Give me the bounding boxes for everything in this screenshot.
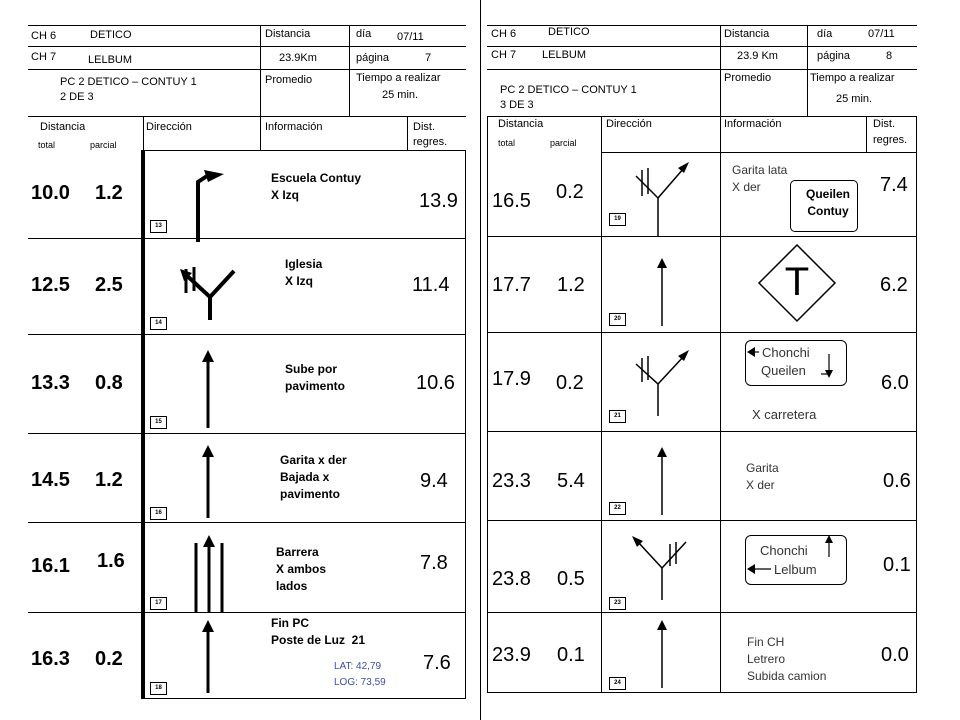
total-distance: 16.5 — [492, 190, 531, 212]
partial-distance: 0.8 — [95, 372, 123, 394]
col-dist-regres-2: regres. — [413, 136, 448, 148]
divider — [28, 334, 466, 335]
ch-a-value: DETICO — [90, 29, 132, 41]
step-number: 19 — [609, 213, 626, 226]
step-number: 16 — [150, 507, 167, 520]
distance-remaining: 6.0 — [881, 372, 909, 394]
divider — [720, 116, 721, 693]
step-number: 18 — [150, 682, 167, 695]
pc-line-1: PC 2 DETICO – CONTUY 1 — [500, 84, 637, 96]
ch-b-label: CH 7 — [491, 49, 517, 61]
pc-line-2: 2 DE 3 — [60, 91, 94, 103]
distance-remaining: 10.6 — [416, 372, 455, 394]
distance-remaining: 0.0 — [881, 644, 909, 666]
step-number: 15 — [150, 416, 167, 429]
divider — [720, 25, 721, 117]
partial-distance: 0.1 — [557, 644, 585, 666]
total-distance: 16.1 — [31, 555, 70, 577]
divider — [487, 520, 917, 521]
divider — [866, 116, 867, 153]
direction-column-border — [141, 150, 145, 699]
day-label: día — [817, 28, 833, 40]
info-text: Barrera X ambos lados — [276, 545, 327, 593]
divider — [28, 522, 466, 523]
step-number: 20 — [609, 313, 626, 326]
col-dist-regres-1: Dist. — [873, 118, 895, 130]
distance-remaining: 11.4 — [412, 274, 450, 296]
col-informacion: Información — [265, 121, 323, 133]
total-distance: 23.9 — [492, 644, 531, 666]
partial-distance: 1.2 — [95, 469, 123, 491]
ch-a-value: DETICO — [548, 26, 590, 38]
tiempo-label: Tiempo a realizar — [810, 72, 895, 84]
distance-remaining: 6.2 — [880, 274, 908, 296]
col-dist-regres-2: regres. — [873, 134, 908, 146]
longitude: LOG: 73,59 — [334, 677, 386, 688]
distance-remaining: 9.4 — [420, 470, 448, 492]
day-value: 07/11 — [868, 28, 895, 40]
step-number: 14 — [150, 317, 167, 330]
divider — [28, 433, 466, 434]
page-separator — [480, 0, 481, 720]
divider — [28, 612, 466, 613]
step-number: 17 — [150, 597, 167, 610]
ch-b-label: CH 7 — [31, 51, 57, 63]
divider — [601, 152, 917, 153]
destination-sign-text: Queilen Contuy — [805, 187, 850, 218]
fork-right-arrow-icon — [626, 348, 696, 418]
col-direccion: Dirección — [606, 118, 652, 130]
day-value: 07/11 — [397, 31, 424, 43]
divider — [260, 116, 261, 150]
divider — [28, 69, 466, 70]
distance-value: 23.9 Km — [737, 50, 778, 62]
turn-right-arrow-icon — [180, 170, 240, 250]
distance-value: 23.9Km — [279, 52, 317, 64]
partial-distance: 1.6 — [97, 550, 125, 572]
total-distance: 12.5 — [31, 274, 70, 296]
sign-line-2: Queilen — [761, 363, 806, 378]
ch-a-label: CH 6 — [491, 28, 517, 40]
tiempo-value: 25 min. — [836, 93, 873, 105]
sign-line-1: Chonchi — [762, 345, 810, 360]
divider — [349, 25, 350, 117]
divider — [487, 431, 917, 432]
total-distance: 23.3 — [492, 470, 531, 492]
divider — [487, 332, 917, 333]
promedio-label: Promedio — [724, 72, 772, 84]
col-parcial: parcial — [90, 140, 117, 150]
step-number: 21 — [609, 410, 626, 423]
divider — [807, 25, 808, 117]
page-number: 7 — [425, 52, 432, 64]
info-text: Garita X der — [746, 461, 779, 492]
col-direccion: Dirección — [146, 121, 192, 133]
col-total: total — [498, 138, 516, 148]
divider — [487, 236, 917, 237]
straight-arrow-icon — [198, 445, 218, 520]
partial-distance: 0.5 — [557, 568, 585, 590]
partial-distance: 1.2 — [557, 274, 585, 296]
distance-remaining: 0.1 — [883, 554, 911, 576]
divider — [487, 116, 917, 117]
promedio-label: Promedio — [265, 74, 313, 86]
straight-arrow-icon — [198, 620, 218, 695]
total-distance: 10.0 — [31, 182, 70, 204]
page-label: página — [356, 52, 390, 64]
info-text: Fin PC Poste de Luz 21 — [271, 616, 366, 647]
t-junction-sign-label: T — [784, 260, 810, 304]
total-distance: 14.5 — [31, 469, 70, 491]
straight-arrow-icon — [198, 350, 218, 430]
straight-arrow-icon — [652, 258, 672, 328]
total-distance: 17.7 — [492, 274, 531, 296]
distance-remaining: 0.6 — [883, 470, 911, 492]
info-text: Sube por pavimento — [285, 362, 346, 393]
divider — [143, 116, 144, 150]
distance-remaining: 7.6 — [423, 652, 451, 674]
partial-distance: 5.4 — [557, 470, 585, 492]
divider — [145, 698, 466, 699]
fork-right-arrow-icon — [626, 158, 696, 238]
distance-remaining: 13.9 — [419, 190, 458, 212]
distance-label: Distancia — [724, 28, 770, 40]
divider — [407, 116, 408, 150]
table-right-border — [916, 116, 917, 693]
ch-b-value: LELBUM — [542, 49, 587, 61]
page-number: 8 — [886, 50, 893, 62]
divider — [28, 116, 466, 117]
step-number: 23 — [609, 597, 626, 610]
partial-distance: 0.2 — [95, 648, 123, 670]
total-distance: 16.3 — [31, 648, 70, 670]
table-left-border — [487, 116, 488, 693]
partial-distance: 0.2 — [556, 181, 584, 203]
col-dist-regres-1: Dist. — [413, 121, 435, 133]
divider — [487, 46, 917, 47]
partial-distance: 1.2 — [95, 182, 123, 204]
fork-left-arrow-icon — [626, 532, 696, 602]
table-right-border — [465, 150, 466, 699]
col-total: total — [38, 140, 56, 150]
step-number: 22 — [609, 502, 626, 515]
tiempo-value: 25 min. — [382, 89, 419, 101]
sign-line-2: Lelbum — [774, 562, 817, 577]
partial-distance: 0.2 — [556, 372, 584, 394]
page-label: página — [817, 50, 851, 62]
divider — [143, 150, 466, 151]
ch-b-value: LELBUM — [88, 54, 133, 66]
col-distancia: Distancia — [40, 121, 86, 133]
barrier-straight-arrow-icon — [189, 535, 229, 615]
col-informacion: Información — [724, 118, 782, 130]
col-distancia: Distancia — [498, 118, 544, 130]
ch-a-label: CH 6 — [31, 30, 57, 42]
step-number: 24 — [609, 677, 626, 690]
direction-column-border — [601, 116, 602, 693]
info-text: Garita x der Bajada x pavimento — [280, 453, 347, 501]
info-text: Escuela Contuy X Izq — [271, 171, 362, 202]
straight-arrow-icon — [652, 447, 672, 517]
divider — [487, 69, 917, 70]
divider — [28, 238, 466, 239]
day-label: día — [356, 28, 372, 40]
tiempo-label: Tiempo a realizar — [356, 72, 441, 84]
divider — [487, 612, 917, 613]
latitude: LAT: 42,79 — [334, 661, 382, 672]
divider — [28, 46, 466, 47]
step-number: 13 — [150, 220, 167, 233]
info-text: Fin CH Letrero Subida camion — [747, 635, 827, 683]
distance-remaining: 7.8 — [420, 552, 448, 574]
pc-line-1: PC 2 DETICO – CONTUY 1 — [60, 76, 197, 88]
distance-remaining: 7.4 — [880, 174, 908, 196]
info-text: Iglesia X Izq — [285, 257, 323, 288]
total-distance: 23.8 — [492, 568, 531, 590]
distance-label: Distancia — [265, 28, 311, 40]
sign-line-1: Chonchi — [760, 543, 808, 558]
divider — [260, 25, 261, 117]
divider — [487, 692, 917, 693]
col-parcial: parcial — [550, 138, 577, 148]
pc-line-2: 3 DE 3 — [500, 99, 534, 111]
straight-arrow-icon — [652, 620, 672, 690]
total-distance: 13.3 — [31, 372, 70, 394]
divider — [28, 25, 466, 26]
total-distance: 17.9 — [492, 368, 531, 390]
fork-left-arrow-icon — [170, 245, 250, 325]
partial-distance: 2.5 — [95, 274, 123, 296]
info-text: Garita lata X der — [732, 163, 788, 194]
info-text: X carretera — [752, 407, 817, 422]
